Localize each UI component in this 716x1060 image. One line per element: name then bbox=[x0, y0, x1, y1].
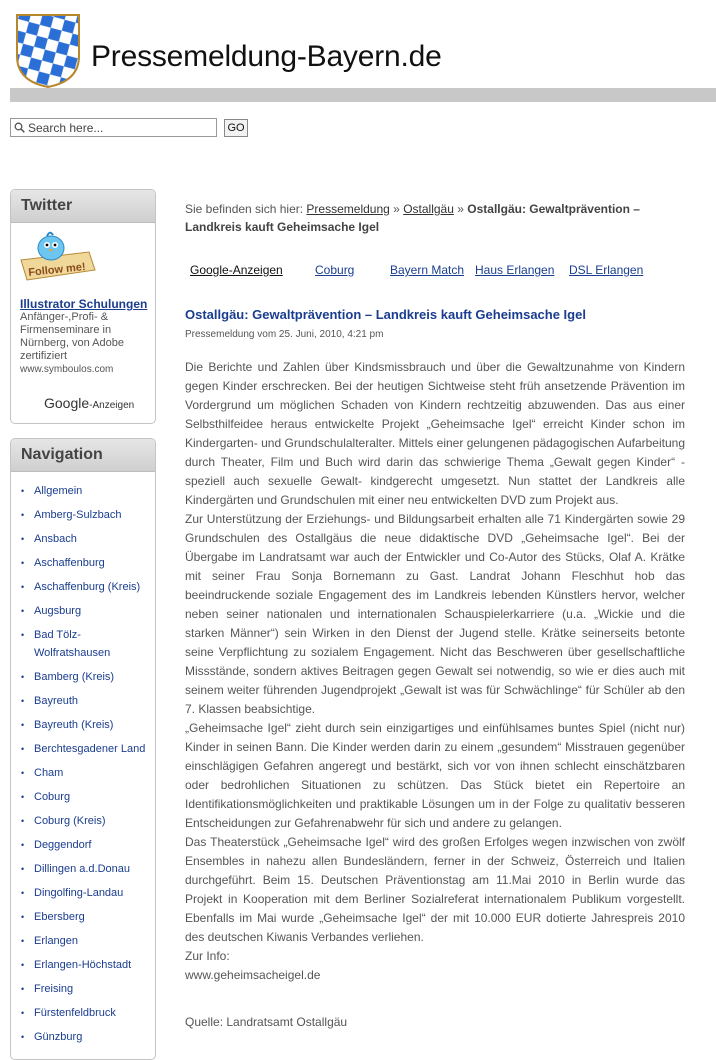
nav-item-bamberg-kreis[interactable]: • Bamberg (Kreis) bbox=[21, 668, 155, 686]
google-ads-suffix: -Anzeigen bbox=[89, 400, 135, 411]
ad-title-link[interactable]: Illustrator Schulungen bbox=[20, 297, 148, 311]
article-paragraph: „Geheimsache Igel“ zieht durch sein einzigartiges und einfühlsames buntes Spiel (nicht nur) Kinder in seinen Bann. Die Kinder werden darin zu einem „gesundem“ Misstrauen gegenüber einschlägigen Gefahren angeregt und bestärkt, sich vor von ihnen schlecht einschätzbaren oder bedrohlichen Situationen zu schützen. Das Stück bietet ein Repertoire an Identifikationsmöglichkeiten und praktikable Lösungen um in der Folge zu qualitativ besseren Entscheidungen zur Gefahrenabwehr für sich und andere zu gelangen. bbox=[185, 721, 685, 830]
nav-item-deggendorf[interactable]: • Deggendorf bbox=[21, 836, 155, 854]
bavaria-crest-logo[interactable] bbox=[14, 12, 82, 88]
twitter-widget bbox=[10, 189, 156, 424]
ad-link-bayern-match[interactable]: Bayern Match bbox=[390, 263, 465, 277]
search-input[interactable] bbox=[28, 120, 213, 135]
breadcrumb-link-pressemeldung[interactable]: Pressemeldung bbox=[306, 202, 390, 216]
header-divider-bar bbox=[10, 88, 716, 102]
article-paragraph: Zur Unterstützung der Erziehungs- und Bildungsarbeit erhalten alle 71 Kindergärten sowie 29 Grundschulen des Ostallgäus die neue didaktische DVD „Geheimsache Igel“. Bei der Übergabe im Landratsamt war auch der Entwickler und Co-Autor des Stücks, Olaf A. Krätke mit seiner Frau Sonja Bornemann zu Gast. Landrat Johann Fleschhut hob das beeindruckende soziale Engagement des im Landkreis lebenden Künstlers hervor, welcher neben seiner nationalen und internationalen Schauspielerkarriere (u.a. „Wickie und die starken Männer“) sein Wirken in den Dienst der Jugend stelle. Krätke seinerseits betonte seine Verpflichtung zu sozialem Engagement. Nicht das Beschweren über gesellschaftliche Missstände, sondern aktives Beitragen gegen Gewalt sei notwendig, so wie er dies auch mit seinem weiter führenden Jugendprojekt „Gewalt ist was für Schwächlinge“ für Schüler ab den 7. Klassen beabsichtige. bbox=[185, 512, 685, 716]
breadcrumb-separator: » bbox=[393, 202, 400, 216]
nav-item-cham[interactable]: • Cham bbox=[21, 764, 155, 782]
nav-item-coburg[interactable]: • Coburg bbox=[21, 788, 155, 806]
nav-item-coburg-kreis[interactable]: • Coburg (Kreis) bbox=[21, 812, 155, 830]
nav-item-amberg-sulzbach[interactable]: • Amberg-Sulzbach bbox=[21, 506, 155, 524]
ad-link-coburg[interactable]: Coburg bbox=[315, 263, 355, 277]
article-paragraph: Die Berichte und Zahlen über Kindsmissbrauch und über die Gewaltzunahme von Kindern gegen Kinder erschrecken. Bei der heutigen Sichtweise steht früh ansetzende Prävention im Vordergrund um möglichen Schaden von Kindern rechtzeitig abzuwenden. Das aus einer Selbsthilfeidee heraus entwickelte Projekt „Geheimsache Igel“ erreicht Kinder schon im Kindergarten- und Grundschulalteralter. Mittels einer gelungenen pädagogischen Aufarbeitung durch Theater, Film und Buch wird darin das schwierige Thema „Gewalt gegen Kinder“ -speziell auch sexuelle Gewalt- kindgerecht umgesetzt. Nun stattet der Landkreis alle Kindergärten und Grundschulen mit einer neu entwickelten DVD zum Projekt aus. bbox=[185, 360, 685, 507]
nav-item-fuerstenfeldbruck[interactable]: • Fürstenfeldbruck bbox=[21, 1004, 155, 1022]
navigation-title: Navigation bbox=[11, 439, 155, 472]
breadcrumb bbox=[185, 200, 658, 236]
breadcrumb-separator: » bbox=[457, 202, 464, 216]
twitter-bird-follow-me-icon[interactable] bbox=[17, 230, 99, 282]
follow-me-badge-text: Follow me! bbox=[27, 261, 87, 279]
article-title[interactable]: Ostallgäu: Gewaltprävention – Landkreis kauft Geheimsache Igel bbox=[185, 307, 586, 322]
site-title[interactable]: Pressemeldung-Bayern.de bbox=[91, 40, 442, 73]
article-meta: Pressemeldung vom 25. Juni, 2010, 4:21 pm bbox=[185, 329, 384, 340]
article-body bbox=[185, 358, 685, 985]
nav-item-freising[interactable]: • Freising bbox=[21, 980, 155, 998]
breadcrumb-link-ostallgaeu[interactable]: Ostallgäu bbox=[403, 202, 454, 216]
site-header bbox=[0, 0, 716, 104]
go-button[interactable]: GO bbox=[224, 119, 248, 137]
twitter-widget-title: Twitter bbox=[11, 190, 155, 223]
nav-item-dillingen[interactable]: • Dillingen a.d.Donau bbox=[21, 860, 155, 878]
ad-url[interactable]: www.symboulos.com bbox=[20, 364, 114, 375]
breadcrumb-prefix: Sie befinden sich hier: bbox=[185, 202, 304, 216]
nav-item-dingolfing-landau[interactable]: • Dingolfing-Landau bbox=[21, 884, 155, 902]
google-logo: Google bbox=[44, 395, 90, 411]
nav-item-bad-toelz[interactable]: • Bad Tölz-Wolfratshausen bbox=[21, 626, 155, 662]
breadcrumb-current: Ostallgäu: Gewaltprävention – Landkreis kauft Geheimsache Igel bbox=[185, 202, 640, 234]
nav-item-aschaffenburg[interactable]: • Aschaffenburg bbox=[21, 554, 155, 572]
nav-item-allgemein[interactable]: • Allgemein bbox=[21, 482, 155, 500]
ad-link-haus-erlangen[interactable]: Haus Erlangen bbox=[475, 263, 555, 277]
nav-item-aschaffenburg-kreis[interactable]: • Aschaffenburg (Kreis) bbox=[21, 578, 155, 596]
info-url[interactable]: www.geheimsacheigel.de bbox=[185, 968, 321, 982]
nav-item-berchtesgadener-land[interactable]: • Berchtesgadener Land bbox=[21, 740, 155, 758]
search-icon bbox=[14, 122, 25, 133]
sidebar-ad bbox=[20, 298, 148, 376]
nav-item-ebersberg[interactable]: • Ebersberg bbox=[21, 908, 155, 926]
nav-item-bayreuth-kreis[interactable]: • Bayreuth (Kreis) bbox=[21, 716, 155, 734]
google-anzeigen-heading[interactable]: Google-Anzeigen bbox=[190, 263, 283, 277]
navigation-widget bbox=[10, 438, 156, 1060]
nav-item-erlangen-hoechstadt[interactable]: • Erlangen-Höchstadt bbox=[21, 956, 155, 974]
navigation-list bbox=[21, 482, 155, 1052]
nav-item-ansbach[interactable]: • Ansbach bbox=[21, 530, 155, 548]
nav-item-bayreuth[interactable]: • Bayreuth bbox=[21, 692, 155, 710]
nav-item-augsburg[interactable]: • Augsburg bbox=[21, 602, 155, 620]
ad-link-dsl-erlangen[interactable]: DSL Erlangen bbox=[569, 263, 644, 277]
ad-description: Anfänger-,Profi- & Firmenseminare in Nürnberg, von Adobe zertifiziert bbox=[20, 311, 124, 362]
article-source: Quelle: Landratsamt Ostallgäu bbox=[185, 1015, 348, 1029]
info-label: Zur Info: bbox=[185, 949, 230, 963]
nav-item-erlangen[interactable]: • Erlangen bbox=[21, 932, 155, 950]
article-paragraph: Das Theaterstück „Geheimsache Igel“ wird des großen Erfolges wegen inzwischen von zwölf Ensembles in nahezu allen Bundesländern, ferner in der Schweiz, Österreich und Italien durchgeführt. Beim 15. Deutschen Präventionstag am 11.Mai 2010 in Berlin wurde das Projekt in Kooperation mit dem Berliner Sozialreferat internationalem Publikum vorgestellt. Ebenfalls im Mai wurde „Geheimsache Igel“ der mit 10.000 EUR dotierte Jahrespreis 2010 des deutschen Kiwanis Verbandes verliehen. bbox=[185, 835, 685, 944]
google-ads-label[interactable] bbox=[44, 395, 134, 411]
nav-item-guenzburg[interactable]: • Günzburg bbox=[21, 1028, 155, 1046]
search-box bbox=[10, 118, 217, 137]
